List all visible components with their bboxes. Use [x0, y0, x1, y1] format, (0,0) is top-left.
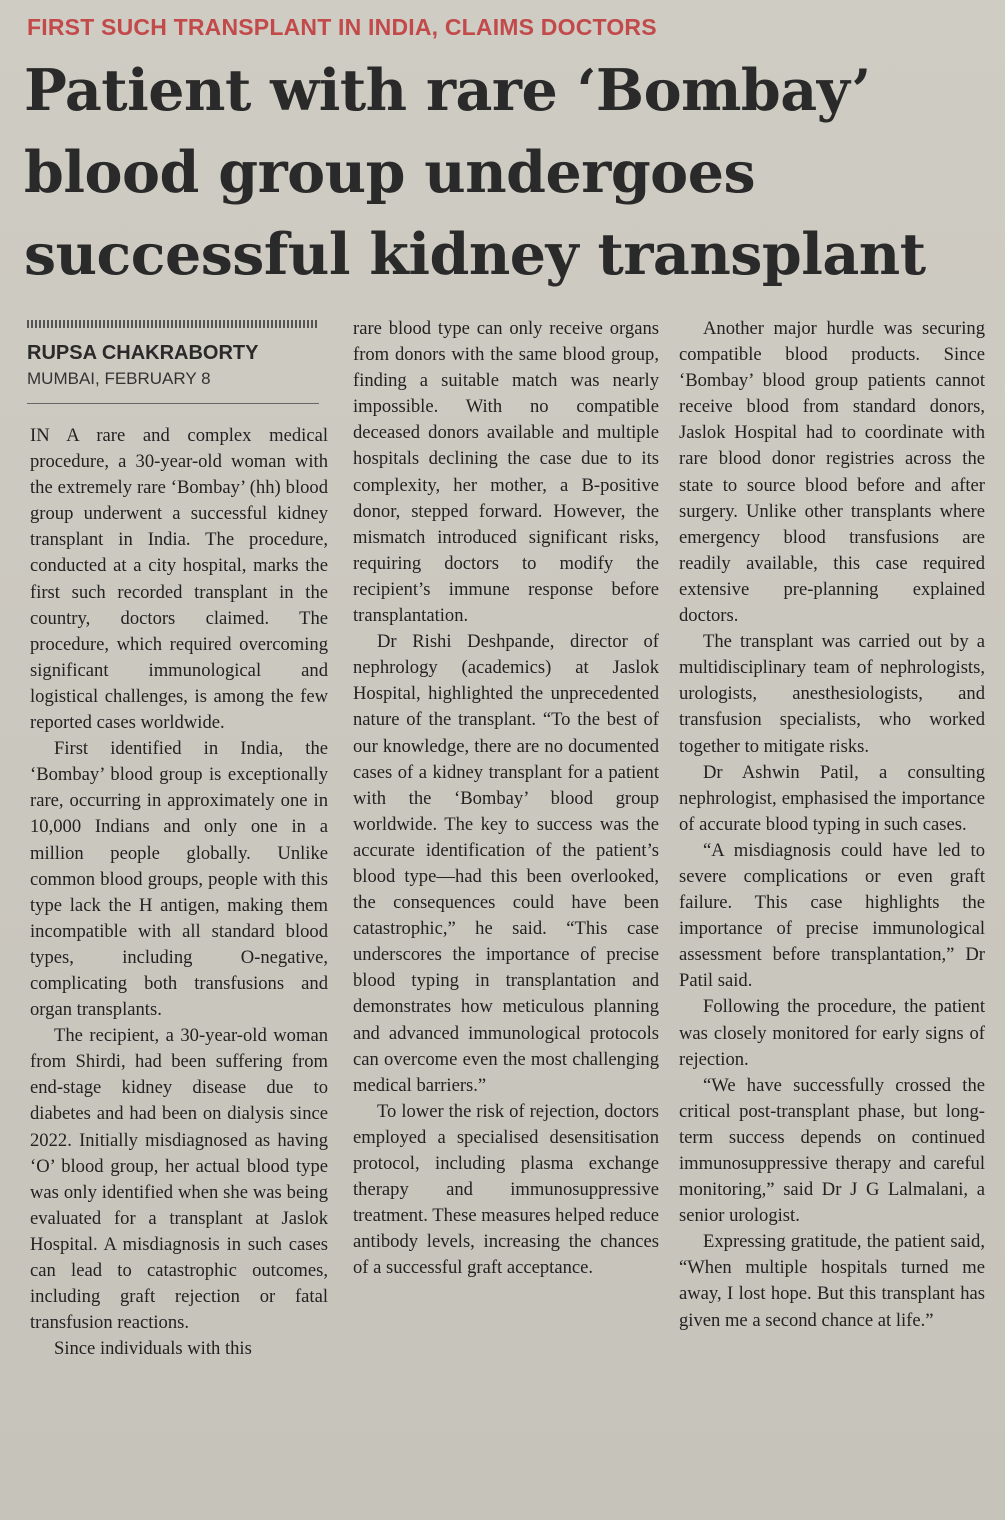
- paragraph: Expressing gratitude, the patient said, “When multiple hospitals turned me away, I lost hope. But this transplant has given me a second chance at life.”: [679, 1231, 985, 1331]
- dateline: MUMBAI, FEBRUARY 8: [27, 369, 211, 388]
- headline-line: successful kidney transplant: [24, 221, 926, 288]
- paragraph: First identified in India, the ‘Bombay’ blood group is exceptionally rare, occurring in approximately one in 10,000 Indians and only one in a million people globally. Unlike common blood groups, people with this type lack the H antigen, making them incompatible with all standard blood types, including O-negative, complicating both transfusions and organ transplants.: [30, 738, 328, 1021]
- paragraph: To lower the risk of rejection, doctors employed a specialised desensitisation protocol, including plasma exchange therapy and immunosuppressive treatment. These measures helped reduce antibody levels, increasing the chances of a successful graft acceptance.: [353, 1100, 659, 1279]
- paragraph: Dr Ashwin Patil, a consulting nephrologist, emphasised the importance of accurate blood typing in such cases.: [679, 761, 985, 835]
- headline: [24, 50, 984, 296]
- headline-line: Patient with rare ‘Bombay’: [24, 57, 871, 124]
- byline-rule: [27, 320, 319, 328]
- paragraph: rare blood type can only receive organs from donors with the same blood group, finding a suitable match was nearly impossible. With no compatible deceased donors available and multiple hospitals declining the case due to its complexity, her mother, a B-positive donor, stepped forward. However, the mismatch introduced significant risks, requiring doctors to modify the recipient’s immune response before transplantation.: [353, 318, 659, 627]
- article-column-1: [30, 423, 328, 1362]
- paragraph: “A misdiagnosis could have led to severe complications or even graft failure. This case highlights the importance of precise immunological assessment before transplantation,” Dr Patil said.: [679, 839, 985, 992]
- paragraph: Since individuals with this: [54, 1338, 252, 1360]
- divider: [27, 403, 319, 404]
- paragraph: The transplant was carried out by a multidisciplinary team of nephrologists, urologists, anesthesiologists, and transfusion specialists, who worked together to mitigate risks.: [679, 631, 985, 757]
- article-column-3: [679, 316, 985, 1334]
- headline-line: blood group undergoes: [24, 139, 756, 206]
- article-column-2: [353, 316, 659, 1281]
- kicker: FIRST SUCH TRANSPLANT IN INDIA, CLAIMS DOCTORS: [27, 14, 657, 40]
- paragraph: “We have successfully crossed the critical post-transplant phase, but long-term success depends on continued immunosuppressive therapy and careful monitoring,” said Dr J G Lalmalani, a senior urologist.: [679, 1074, 985, 1227]
- paragraph: Dr Rishi Deshpande, director of nephrology (academics) at Jaslok Hospital, highlighted the unprecedented nature of the transplant. “To the best of our knowledge, there are no documented cases of a kidney transplant for a patient with the ‘Bombay’ blood group worldwide. The key to success was the accurate identification of the patient’s blood type—had this been overlooked, the consequences could have been catastrophic,” he said. “This case underscores the importance of precise blood typing in transplantation and demonstrates how meticulous planning and advanced immunological protocols can overcome even the most challenging medical barriers.”: [353, 631, 659, 1096]
- byline: RUPSA CHAKRABORTY: [27, 342, 259, 364]
- paragraph: Following the procedure, the patient was closely monitored for early signs of rejection.: [679, 996, 985, 1070]
- paragraph: Another major hurdle was securing compatible blood products. Since ‘Bombay’ blood group patients cannot receive blood from standard donors, Jaslok Hospital had to coordinate with rare blood donor registries across the state to source blood before and after surgery. Unlike other transplants where emergency blood transfusions are readily available, this case required extensive pre-planning explained doctors.: [679, 318, 985, 627]
- paragraph: IN A rare and complex medical procedure, a 30-year-old woman with the extremely rare ‘Bombay’ (hh) blood group underwent a successful kidney transplant in India. The procedure, conducted at a city hospital, marks the first such recorded transplant in the country, doctors claimed. The procedure, which required overcoming significant immunological and logistical challenges, is among the few reported cases worldwide.: [30, 425, 328, 734]
- paragraph: The recipient, a 30-year-old woman from Shirdi, had been suffering from end-stage kidney disease due to diabetes and had been on dialysis since 2022. Initially misdiagnosed as having ‘O’ blood group, her actual blood type was only identified when she was being evaluated for a transplant at Jaslok Hospital. A misdiagnosis in such cases can lead to catastrophic outcomes, including graft rejection or fatal transfusion reactions.: [30, 1025, 328, 1334]
